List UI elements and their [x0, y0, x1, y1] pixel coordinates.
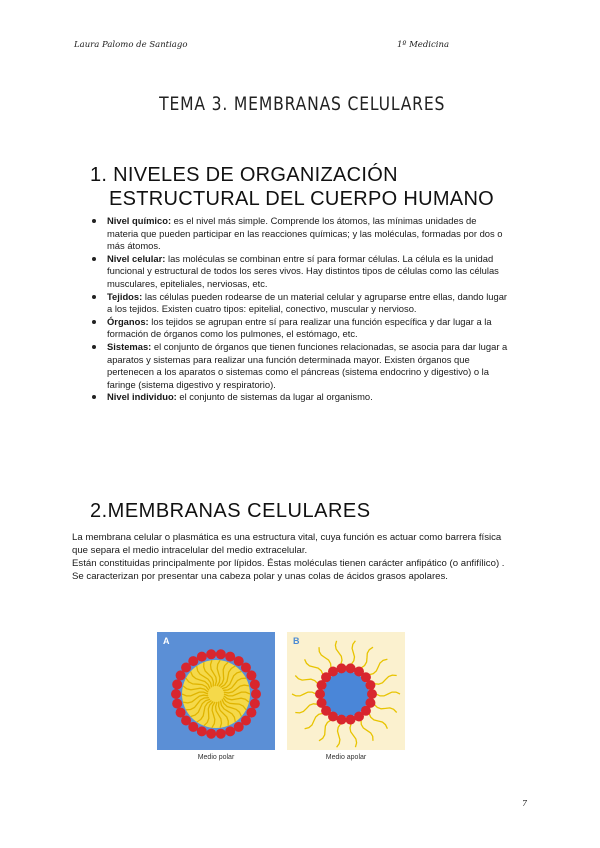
- polar-head: [216, 729, 226, 739]
- lipid-tail: [337, 724, 341, 748]
- polar-head: [346, 663, 356, 673]
- polar-head: [176, 708, 186, 718]
- header-author: Laura Palomo de Santiago: [74, 40, 188, 50]
- polar-head: [225, 726, 235, 736]
- lipid-tail: [319, 647, 331, 668]
- lipid-tail: [350, 724, 357, 748]
- lipid-tail: [374, 675, 397, 684]
- polar-head: [315, 689, 325, 699]
- polar-head: [206, 729, 216, 739]
- polar-head: [336, 715, 346, 725]
- lipid-tail: [369, 713, 387, 728]
- list-item-term: Nivel químico:: [107, 215, 172, 226]
- polar-head: [234, 722, 244, 732]
- list-item-text: los tejidos se agrupan entre sí para realizar una función específica y dar lugar a la formación de órganos como los pulmones, el estómago, etc.: [107, 315, 492, 340]
- lipid-tail: [361, 647, 373, 668]
- lipid-tail: [361, 720, 373, 741]
- header-course: 1º Medicina: [397, 40, 450, 50]
- polar-head: [317, 698, 327, 708]
- list-item-text: las células pueden rodearse de un material celular y agruparse entre ellas, dando lugar a los tejidos. Existen cuatro tipos: epitelial, conectivo, muscular y nervioso.: [107, 290, 508, 315]
- list-item-term: Sistemas:: [107, 340, 152, 352]
- list-item: [90, 391, 510, 404]
- polar-head: [250, 699, 260, 709]
- section1-heading-line1: 1. NIVELES DE ORGANIZACIÓN: [90, 164, 398, 186]
- list-item-term: Órganos:: [107, 315, 149, 327]
- polar-head: [250, 679, 260, 689]
- page-number: 7: [522, 799, 528, 808]
- lipid-tail: [295, 704, 318, 713]
- lipid-tail: [292, 692, 316, 696]
- polar-head: [206, 649, 216, 659]
- panel-a-caption: Medio polar: [197, 754, 235, 761]
- micelle-illustration: [157, 632, 275, 750]
- polar-head: [336, 663, 346, 673]
- list-item: [90, 215, 510, 253]
- lipid-tail: [351, 641, 355, 665]
- lipid-tail: [335, 641, 342, 665]
- polar-head: [197, 726, 207, 736]
- panel-a-label: A: [163, 636, 170, 646]
- list-item-term: Nivel celular:: [107, 252, 166, 264]
- polar-head: [251, 689, 261, 699]
- list-item-text: el conjunto de sistemas da lugar al organismo.: [176, 391, 373, 403]
- document-title: TEMA 3. MEMBRANAS CELULARES: [159, 93, 446, 115]
- section2-heading: 2.MEMBRANAS CELULARES: [90, 500, 371, 522]
- polar-head: [172, 699, 182, 709]
- hydrophobic-core: [182, 660, 250, 728]
- panel-b-label: B: [293, 636, 300, 646]
- polar-head: [346, 715, 356, 725]
- list-item-text: el conjunto de órganos que tienen funciones relacionadas, se asocia para dar lugar a aparatos y sistemas para realizar una función determinada mayor. Existen órganos que pertenecen a los aparatos o sistemas como el páncreas (sistema endocrino y digestivo) o la faringe (sistema digestivo y respiratorio).: [107, 340, 508, 390]
- lipid-tail: [376, 692, 400, 696]
- polar-head: [197, 652, 207, 662]
- polar-head: [367, 689, 377, 699]
- polar-head: [365, 680, 375, 690]
- polar-head: [225, 652, 235, 662]
- polar-head: [172, 679, 182, 689]
- lipid-tail: [374, 704, 397, 712]
- polar-head: [328, 666, 338, 676]
- organization-levels-list: [90, 215, 510, 404]
- lipid-tail: [369, 659, 387, 674]
- polar-head: [354, 712, 364, 722]
- polar-head: [246, 670, 256, 680]
- lipid-tail: [319, 720, 331, 741]
- micelle-figure-apolar: [287, 632, 405, 750]
- list-item-term: Tejidos:: [107, 290, 143, 302]
- membrane-paragraph-1: La membrana celular o plasmática es una estructura vital, cuya función es actuar como barrera física que separa el medio intracelular del medio extracelular.: [72, 532, 502, 556]
- list-item: [90, 291, 510, 316]
- reverse-micelle-illustration: [287, 632, 405, 750]
- lipid-tail: [295, 676, 318, 684]
- list-item: [90, 316, 510, 341]
- micelle-figure-polar: [157, 632, 275, 750]
- section1-heading-line2: ESTRUCTURAL DEL CUERPO HUMANO: [109, 188, 495, 210]
- list-item-text: las moléculas se combinan entre sí para formar células. La célula es la unidad funcional y estructural de todos los seres vivos. Hay distintos tipos de células como las células musculares, epiteliales, nerviosas, etc.: [107, 252, 499, 289]
- list-item-text: es el nivel más simple. Comprende los átomos, las mínimas unidades de materia que pueden participar en las reacciones químicas; y las moléculas, formadas por dos o más átomos.: [107, 215, 503, 252]
- list-item: [90, 253, 510, 291]
- polar-head: [188, 656, 198, 666]
- polar-head: [216, 649, 226, 659]
- membrane-paragraph-2: Están constituidas principalmente por lípidos. Éstas moléculas tienen carácter anfipático (o anfifílico) . Se caracterizan por presentar una cabeza polar y unas colas de ácidos grasos apolares.: [72, 558, 505, 582]
- lipid-tail: [305, 713, 323, 728]
- lipid-tail: [305, 659, 323, 674]
- list-item-term: Nivel individuo:: [107, 391, 177, 403]
- panel-b-caption: Medio apolar: [325, 754, 367, 761]
- polar-head: [171, 689, 181, 699]
- list-item: [90, 341, 510, 391]
